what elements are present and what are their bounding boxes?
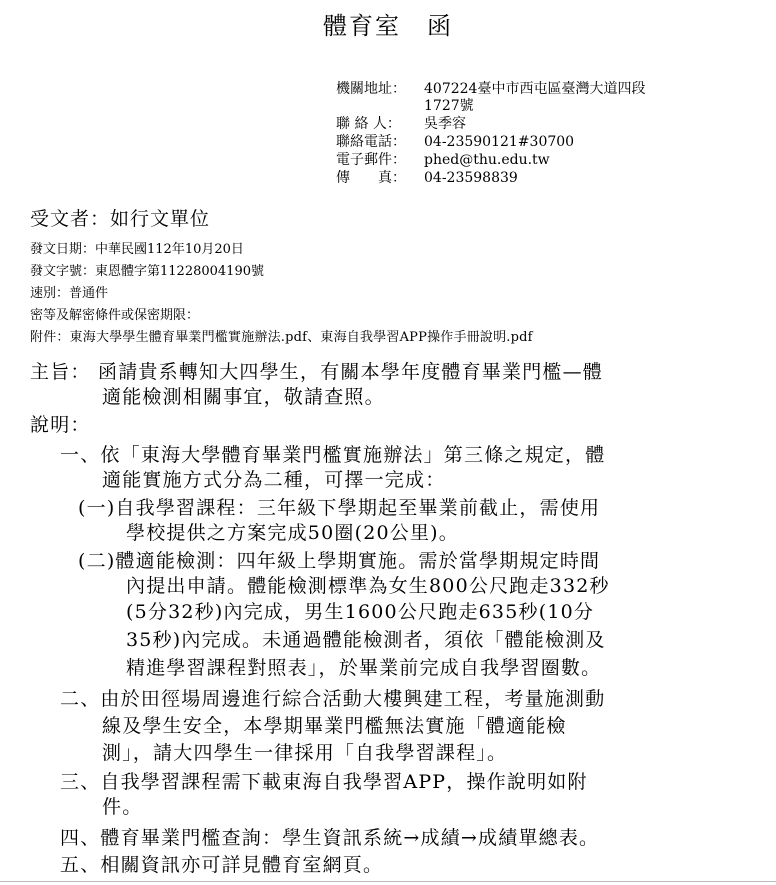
attachments: 附件：東海大學學生體育畢業門檻實施辦法.pdf、東海自我學習APP操作手冊說明.pdf <box>30 330 533 345</box>
document-title: 體育室 函 <box>323 12 453 40</box>
explanation-item: 二、由於田徑場周邊進行綜合活動大樓興建工程，考量施測動 <box>60 688 606 710</box>
contact-label: 聯 絡 人： <box>336 116 401 132</box>
fax-row <box>336 169 518 187</box>
explanation-subitem: (二)體適能檢測：四年級上學期實施。需於當學期規定時間 <box>78 550 601 572</box>
contact-row <box>336 115 466 133</box>
explanation-item: 五、相關資訊亦可詳見體育室網頁。 <box>60 854 384 876</box>
explanation-item: 線及學生安全，本學期畢業門檻無法實施「體適能檢 <box>102 715 567 737</box>
explanation-subitem: 精進學習課程對照表」，於畢業前完成自我學習圈數。 <box>126 657 602 679</box>
email-label: 電子郵件： <box>336 152 406 168</box>
fax-label: 傳 真： <box>336 170 406 186</box>
secrecy-level: 密等及解密條件或保密期限： <box>30 308 200 323</box>
subject-line: 適能檢測相關事宜，敬請查照。 <box>102 386 385 408</box>
phone-value: 04-23590121#30700 <box>424 134 575 150</box>
explanation-subitem: 35秒)內完成。未通過體能檢測者，須依「體能檢測及 <box>126 629 606 651</box>
explanation-item: 測」，請大四學生一律採用「自我學習課程」。 <box>102 742 508 764</box>
explanation-label: 說明： <box>30 414 91 436</box>
explanation-subitem: (一)自我學習課程：三年級下學期起至畢業前截止，需使用 <box>78 497 601 519</box>
address-label: 機關地址： <box>336 81 406 97</box>
explanation-subitem: 內提出申請。體能檢測標準為女生800公尺跑走332秒 <box>126 575 610 597</box>
subject-line: 函請貴系轉知大四學生，有關本學年度體育畢業門檻—體 <box>98 361 604 383</box>
explanation-item: 三、自我學習課程需下載東海自我學習APP，操作說明如附 <box>60 771 588 793</box>
page-bottom-divider <box>0 881 776 882</box>
recipient: 受文者：如行文單位 <box>30 208 211 230</box>
explanation-item: 一、依「東海大學體育畢業門檻實施辦法」第三條之規定，體 <box>60 444 606 466</box>
email-value: phed@thu.edu.tw <box>424 152 550 168</box>
phone-row <box>336 133 574 151</box>
address-value: 407224臺中市西屯區臺灣大道四段 <box>424 81 646 97</box>
address-row <box>336 80 645 98</box>
contact-value: 吳季容 <box>424 116 466 132</box>
explanation-subitem: (5分32秒)內完成，男生1600公尺跑走635秒(10分 <box>126 601 595 623</box>
explanation-subitem: 學校提供之方案完成50圈(20公里)。 <box>126 522 459 544</box>
explanation-item: 適能實施方式分為二種，可擇一完成： <box>102 469 446 491</box>
issue-date: 發文日期：中華民國112年10月20日 <box>30 242 244 257</box>
phone-label: 聯絡電話： <box>336 134 406 150</box>
explanation-item: 件。 <box>102 796 143 818</box>
subject-label: 主旨： <box>30 361 91 383</box>
explanation-item: 四、體育畢業門檻查詢：學生資訊系統→成績→成績單總表。 <box>60 827 600 849</box>
issue-number: 發文字號：東恩體字第11228004190號 <box>30 264 264 279</box>
fax-value: 04-23598839 <box>424 170 518 186</box>
address-continued: 1727號 <box>424 98 474 114</box>
email-row <box>336 151 550 169</box>
speed-category: 速別：普通件 <box>30 286 109 301</box>
